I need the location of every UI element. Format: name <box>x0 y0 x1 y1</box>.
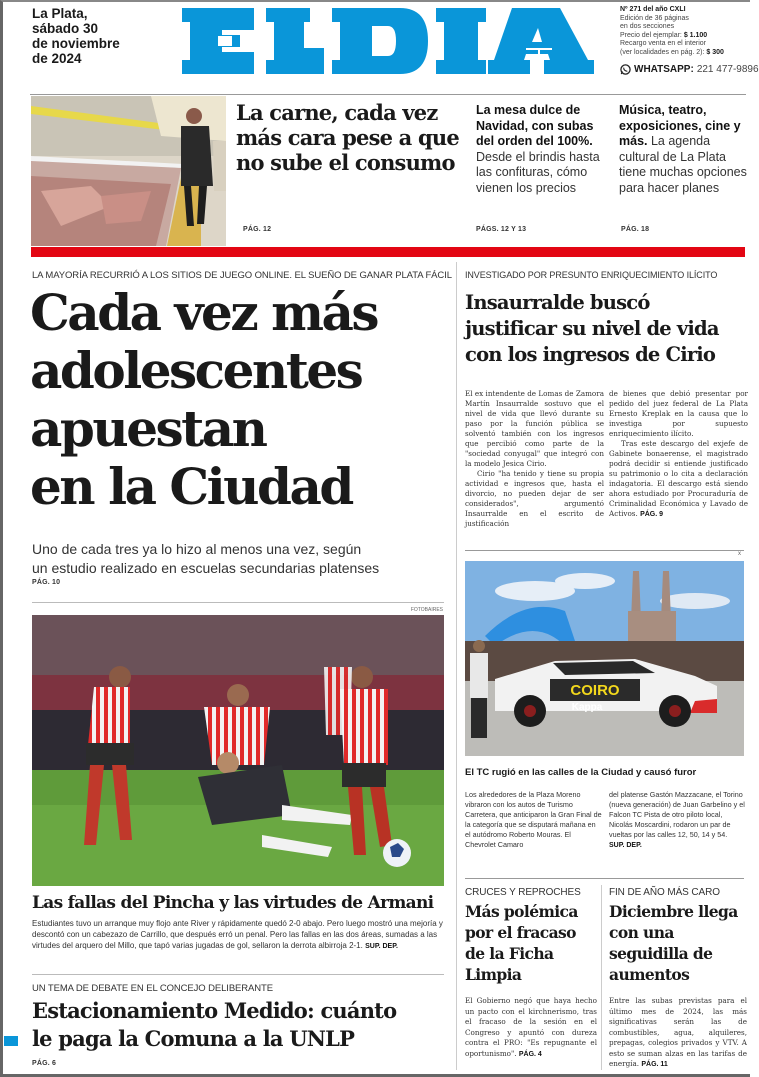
ficha-headline[interactable]: Más polémica por el fracaso de la Ficha Limpia <box>465 902 578 984</box>
column-divider <box>601 885 602 1070</box>
car-sponsor-text: COIRO <box>570 682 620 699</box>
surcharge-label: Recargo venta en el interior <box>620 40 706 47</box>
surcharge-value: $ 300 <box>706 48 724 56</box>
car-brand-text: Kappa <box>571 702 603 713</box>
top-divider <box>30 94 746 95</box>
date-line: de 2024 <box>32 51 82 66</box>
body-paragraph: El ex intendente de Lomas de Zamora Martín Insaurralde sostuvo que el nivel de vida que llevó durante su paso por la función pública se solventó también con los ingresos que percibió como parte de la "sociedad conyugal" que integró con la modelo Jesica Cirio. <box>465 389 604 468</box>
logo-letter-l <box>266 8 324 74</box>
soccer-headline[interactable]: Las fallas del Pincha y las virtudes de Armani <box>32 893 434 913</box>
tc-column-1: Los alrededores de la Plaza Moreno vibraron con los autos de Turismo Carretera, que anticiparon la Gran Final de la categoría que se disputará mañana en el autódromo Roberto Mouras. El Chevrolet Camaro <box>465 790 602 849</box>
ficha-kicker: CRUCES Y REPROCHES <box>465 887 581 898</box>
surcharge-note: (ver localidades en pág. 2): <box>620 48 705 56</box>
insaurralde-headline[interactable] <box>465 290 747 368</box>
section-divider <box>32 974 444 975</box>
column-divider <box>456 262 457 1070</box>
section-divider <box>465 878 744 879</box>
headline-line: con los ingresos de Cirio <box>465 343 716 366</box>
edition-number: Nº 271 del año CXLI <box>620 6 686 13</box>
parking-kicker: UN TEMA DE DEBATE EN EL CONCEJO DELIBERANTE <box>32 983 273 994</box>
soccer-photo[interactable] <box>32 615 444 886</box>
main-kicker: LA MAYORÍA RECURRIÓ A LOS SITIOS DE JUEGO ONLINE. EL SUEÑO DE GANAR PLATA FÁCIL <box>32 270 452 281</box>
headline-line: Cada vez más <box>30 283 378 342</box>
december-kicker: FIN DE AÑO MÁS CARO <box>609 887 720 898</box>
december-page-ref: PÁG. 11 <box>641 1061 668 1068</box>
whatsapp-label: WHATSAPP: <box>634 64 694 75</box>
insaurralde-column-1 <box>465 389 604 529</box>
tc-column-2-text: del platense Gastón Mazzacane, el Torino (nueva generación) de Juan Garbelino y el Falcon TC Pista de otro piloto local, Nicolás Moscardini, rodaron un par de vueltas por las calles 12, 50, 14 y 54. <box>609 790 745 839</box>
blue-marker <box>4 1036 18 1046</box>
butcher-photo[interactable] <box>31 96 226 246</box>
edition-date <box>32 6 162 66</box>
headline-line: adolescentes <box>30 341 362 400</box>
logo-letter-i <box>436 8 486 74</box>
insaurralde-column-2 <box>609 389 748 520</box>
date-line: sábado 30 <box>32 21 99 36</box>
sweets-text: Desde el brindis hasta las confituras, cómo vienen los precios <box>476 149 600 195</box>
december-body <box>609 996 747 1071</box>
headline-line: justificar su nivel de vida <box>465 317 719 340</box>
whatsapp-number: 221 477-9896 <box>696 64 759 75</box>
parking-page-ref: PÁG. 6 <box>32 1060 57 1067</box>
parking-headline[interactable] <box>32 997 452 1053</box>
date-line: de noviembre <box>32 36 120 51</box>
tc-section-ref: SUP. DEP. <box>609 842 642 849</box>
ficha-page-ref: PÁG. 4 <box>518 1050 542 1058</box>
price-label: Precio del ejemplar: <box>620 31 682 39</box>
headline-line: Estacionamiento Medido: cuánto <box>32 998 397 1023</box>
headline-line: apuestan <box>30 399 266 458</box>
whatsapp-icon <box>620 64 631 75</box>
culture-lead: Música, teatro, exposiciones, cine y más. <box>619 103 741 148</box>
photo-credit: FOTOBAIRES <box>410 607 443 613</box>
main-subhead <box>32 540 452 578</box>
subhead-line: Uno de cada tres ya lo hizo al menos una vez, según <box>32 541 362 557</box>
culture-text: La agenda cultural de La Plata tiene muchas opciones para hacer planes <box>619 134 747 195</box>
body-paragraph: Tras este descargo del exjefe de Gabinete bonaerense, el magistrado podrá decidir si entiende justificado su patrimonio o lo cita a declaración indagatoria. El descargo está siendo ahora estudiado por Procuraduría de Criminalidad Económica y Lavado de Activos. <box>609 439 748 518</box>
insaurralde-page-ref: PÁG. 9 <box>640 511 664 518</box>
soccer-body <box>32 918 446 952</box>
insaurralde-kicker: INVESTIGADO POR PRESUNTO ENRIQUECIMIENTO ILÍCITO <box>465 270 718 280</box>
culture-teaser[interactable] <box>619 103 747 196</box>
soccer-section-ref: SUP. DEP. <box>365 943 398 950</box>
ficha-body-text: El Gobierno negó que haya hecho un pacto con el kirchnerismo, tras el fracaso de la sesión en el Congreso y apuntó con dureza contra el PRO: "Es repugnante el oportunismo". <box>465 996 597 1058</box>
body-paragraph: de bienes que debió presentar por pedido del juez federal de La Plata Ernesto Kreplak en la causa que lo investiga por supuesto enriquecimiento ilícito. <box>609 389 748 438</box>
december-body-text: Entre las subas previstas para el último mes de 2024, las más significativas serán las de combustibles, agua, alquileres, prepagas, colegios privados y VTV. A esto se suman alzas en las tarifas de energía. <box>609 996 747 1068</box>
section-divider <box>32 602 444 603</box>
soccer-body-text: Estudiantes tuvo un arranque muy flojo ante River y rápidamente quedó 2-0 abajo. Pero luego mostró una mejoría y descontó con un cabezazo de Carrillo, que después erró un penal. Pero las fallas en las dos áreas, sumadas a las virtudes del arquero del Millo, que tapó varias jugadas de gol, sellaron la derrota albirroja 2-1. <box>32 919 443 950</box>
date-line: La Plata, <box>32 6 88 21</box>
sweets-lead: La mesa dulce de Navidad, con subas del orden del 100%. <box>476 103 594 148</box>
meat-page-ref: PÁG. 12 <box>243 226 272 233</box>
culture-page-ref: PÁG. 18 <box>621 226 650 233</box>
price-value: $ 1.100 <box>683 31 708 39</box>
logo-letters <box>182 8 594 74</box>
headline-line: en la Ciudad <box>30 457 352 516</box>
el-dia-logo[interactable] <box>182 8 594 74</box>
section-divider <box>465 550 744 551</box>
meat-headline[interactable]: La carne, cada vez más cara pese a que no sube el consumo <box>236 100 459 175</box>
edition-pages: Edición de 36 páginas <box>620 14 689 22</box>
headline-line: Insaurralde buscó <box>465 291 650 314</box>
whatsapp-contact[interactable] <box>620 64 759 75</box>
edition-sections: en dos secciones <box>620 23 675 30</box>
red-accent-bar <box>31 247 745 257</box>
edition-info <box>620 6 748 57</box>
tc-column-2 <box>609 790 747 851</box>
main-page-ref: PÁG. 10 <box>32 579 61 586</box>
tc-headline[interactable]: El TC rugió en las calles de la Ciudad y causó furor <box>465 767 697 778</box>
ficha-body <box>465 996 597 1060</box>
subhead-line: un estudio realizado en escuelas secundarias platenses <box>32 560 380 576</box>
tc-race-car-photo[interactable] <box>465 561 744 756</box>
december-headline[interactable]: Diciembre llega con una seguidilla de aumentos <box>609 902 738 984</box>
headline-line: le paga la Comuna a la UNLP <box>32 1026 355 1051</box>
body-paragraph: Cirio "ha tenido y tiene su propia actividad e ingresos que, hasta el divorcio, no pueden dejar de ser considerados", argumentó Insaurralde en el escrito de justificación <box>465 469 604 528</box>
sweets-page-ref: PÁGS. 12 Y 13 <box>476 226 527 233</box>
photo-mark: x <box>738 551 741 557</box>
sweets-teaser[interactable] <box>476 103 612 196</box>
main-headline[interactable] <box>30 284 450 516</box>
